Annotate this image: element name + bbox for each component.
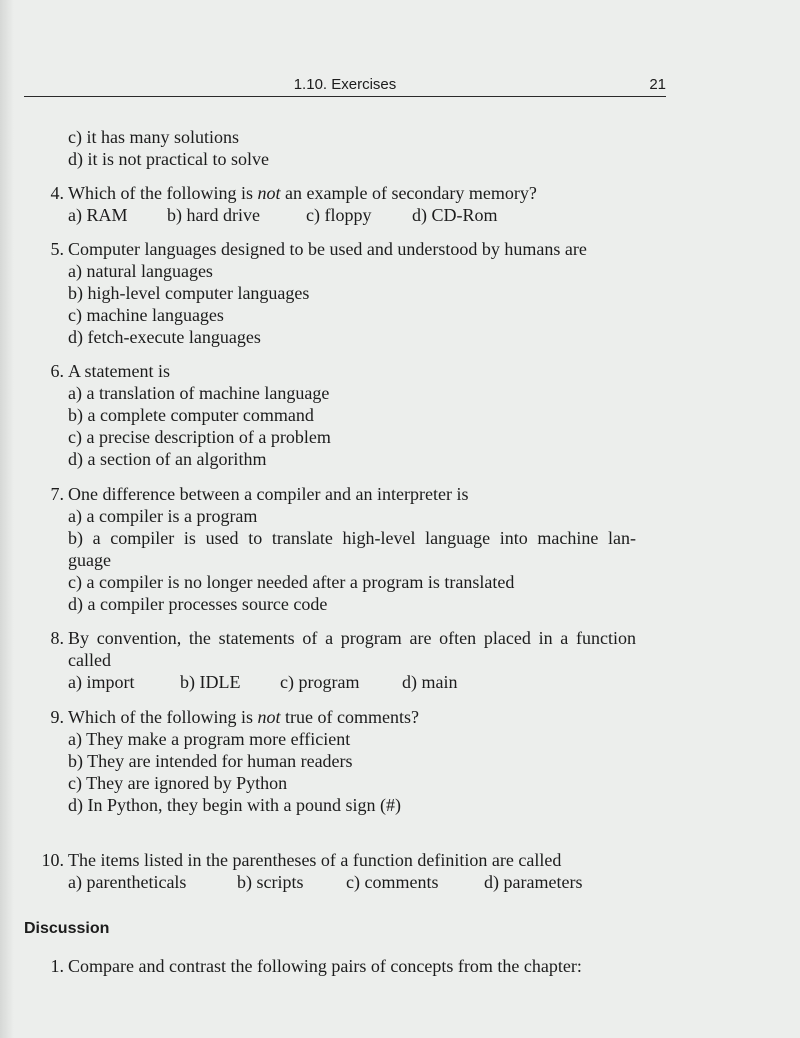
q4-stem-pre: Which of the following is — [68, 183, 258, 203]
q6-option-b: b) a complete computer command — [68, 405, 314, 425]
q9-option-c: c) They are ignored by Python — [68, 773, 288, 793]
q10-option-d: d) parameters — [484, 872, 583, 892]
q4-option-d: d) CD-Rom — [412, 205, 498, 225]
page-number: 21 — [649, 76, 666, 93]
q7-option-b-line1: b) a compiler is used to translate high-level language into machine lan- — [68, 528, 636, 548]
q9-option-d: d) In Python, they begin with a pound sign (#) — [68, 795, 401, 815]
q9-number: 9. — [50, 707, 64, 727]
q10-option-c: c) comments — [346, 872, 439, 892]
discussion-1-number: 1. — [50, 956, 64, 976]
q10-option-a: a) parentheticals — [68, 872, 187, 892]
section-heading-discussion: Discussion — [24, 920, 110, 937]
q5-stem: Computer languages designed to be used and understood by humans are — [68, 239, 587, 259]
q5-option-d: d) fetch-execute languages — [68, 327, 261, 347]
q5-option-a: a) natural languages — [68, 261, 213, 281]
q7-stem: One difference between a compiler and an interpreter is — [68, 484, 469, 504]
q6-option-a: a) a translation of machine language — [68, 383, 330, 403]
q5-option-c: c) machine languages — [68, 305, 224, 325]
q4-stem — [68, 182, 537, 204]
discussion-1-text: Compare and contrast the following pairs of concepts from the chapter: — [68, 956, 582, 976]
q9-stem-post: true of comments? — [280, 707, 419, 727]
q7-option-a: a) a compiler is a program — [68, 506, 258, 526]
header-title: 1.10. Exercises — [293, 76, 397, 93]
q9-stem — [68, 706, 419, 728]
page-edge-shadow — [0, 0, 14, 1038]
q6-option-c: c) a precise description of a problem — [68, 427, 331, 447]
q8-option-d: d) main — [402, 672, 458, 692]
q7-option-c: c) a compiler is no longer needed after a program is translated — [68, 572, 515, 592]
q4-option-a: a) RAM — [68, 205, 128, 225]
running-header — [24, 76, 666, 97]
q6-option-d: d) a section of an algorithm — [68, 449, 267, 469]
q10-number: 10. — [41, 850, 64, 870]
q9-stem-emphasis: not — [257, 707, 281, 727]
q4-stem-emphasis: not — [257, 183, 281, 203]
q8-number: 8. — [50, 628, 64, 648]
q8-option-a: a) import — [68, 672, 135, 692]
q8-option-c: c) program — [280, 672, 360, 692]
q4-option-c: c) floppy — [306, 205, 372, 225]
q8-stem-line2: called — [68, 650, 111, 670]
q7-option-d: d) a compiler processes source code — [68, 594, 328, 614]
q5-number: 5. — [50, 239, 64, 259]
q9-stem-pre: Which of the following is — [68, 707, 258, 727]
q9-option-a: a) They make a program more efficient — [68, 729, 351, 749]
q5-option-b: b) high-level computer languages — [68, 283, 310, 303]
q3-option-d: d) it is not practical to solve — [68, 149, 269, 169]
q10-stem: The items listed in the parentheses of a function definition are called — [68, 850, 562, 870]
q4-option-b: b) hard drive — [167, 205, 260, 225]
q7-option-b-line2: guage — [68, 550, 111, 570]
q4-number: 4. — [50, 183, 64, 203]
q7-number: 7. — [50, 484, 64, 504]
q9-option-b: b) They are intended for human readers — [68, 751, 353, 771]
q3-option-c: c) it has many solutions — [68, 127, 239, 147]
q8-stem-line1: By convention, the statements of a program are often placed in a function — [68, 628, 636, 648]
q4-stem-post: an example of secondary memory? — [280, 183, 537, 203]
q10-option-b: b) scripts — [237, 872, 304, 892]
q8-option-b: b) IDLE — [180, 672, 241, 692]
q6-number: 6. — [50, 361, 64, 381]
q6-stem: A statement is — [68, 361, 170, 381]
